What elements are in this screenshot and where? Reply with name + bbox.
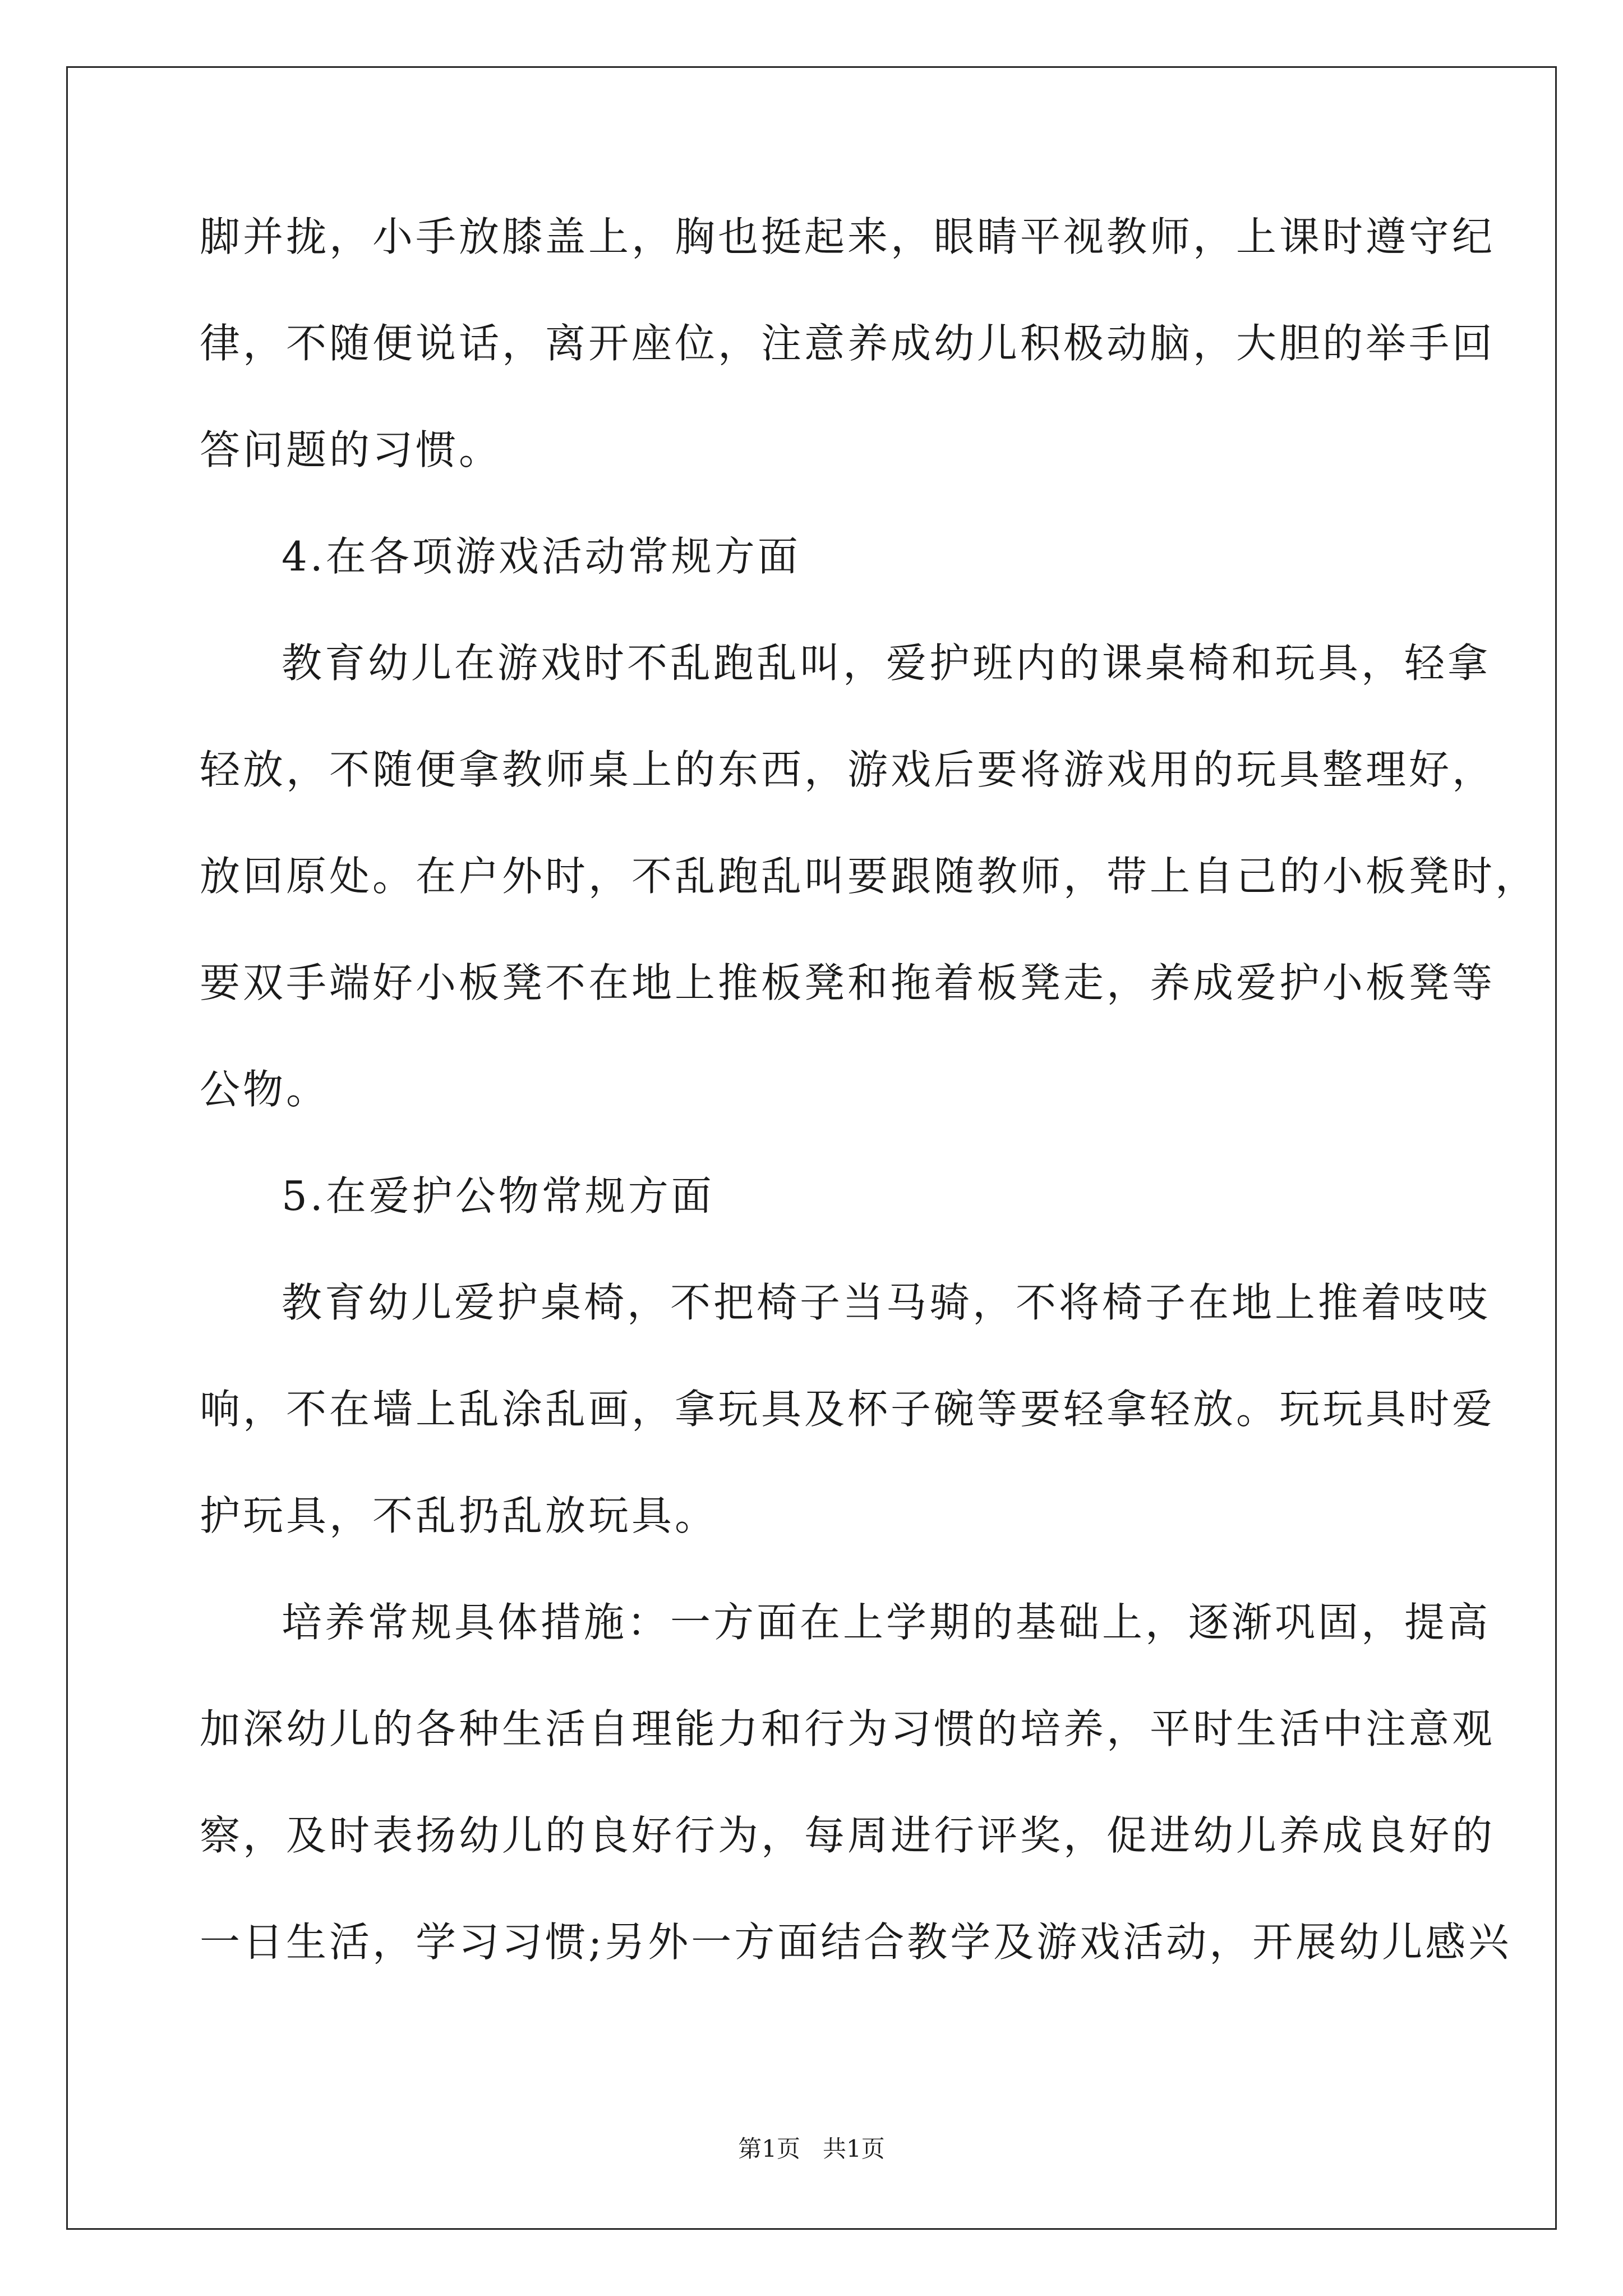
document-body — [200, 213, 1539, 2028]
text-line: 一日生活，学习习惯;另外一方面结合教学及游戏活动，开展幼儿感兴 — [200, 1918, 1512, 1966]
text-line: 教育幼儿在游戏时不乱跑乱叫，爱护班内的课桌椅和玩具，轻拿 — [282, 639, 1491, 687]
text-line: 要双手端好小板凳不在地上推板凳和拖着板凳走，养成爱护小板凳等 — [200, 959, 1496, 1006]
text-line: 答问题的习惯。 — [200, 426, 502, 473]
text-line: 脚并拢，小手放膝盖上，胸也挺起来，眼睛平视教师，上课时遵守纪 — [200, 213, 1496, 260]
text-line: 响，不在墙上乱涂乱画，拿玩具及杯子碗等要轻拿轻放。玩玩具时爱 — [200, 1386, 1496, 1433]
text-line: 放回原处。在户外时，不乱跑乱叫要跟随教师，带上自己的小板凳时， — [200, 853, 1539, 900]
text-line: 察，及时表扬幼儿的良好行为，每周进行评奖，促进幼儿养成良好的 — [200, 1812, 1496, 1859]
text-line: 律，不随便说话，离开座位，注意养成幼儿积极动脑，大胆的举手回 — [200, 320, 1496, 367]
text-line: 5.在爱护公物常规方面 — [282, 1172, 714, 1220]
text-line: 护玩具，不乱扔乱放玩具。 — [200, 1492, 718, 1539]
text-line: 公物。 — [200, 1066, 330, 1113]
page-footer: 第1页 共1页 — [738, 2135, 885, 2162]
text-line: 加深幼儿的各种生活自理能力和行为习惯的培养，平时生活中注意观 — [200, 1705, 1496, 1752]
text-line: 培养常规具体措施：一方面在上学期的基础上，逐渐巩固，提高 — [282, 1599, 1491, 1646]
text-line: 轻放，不随便拿教师桌上的东西，游戏后要将游戏用的玩具整理好， — [200, 746, 1496, 793]
text-line: 教育幼儿爱护桌椅，不把椅子当马骑，不将椅子在地上推着吱吱 — [282, 1279, 1491, 1326]
text-line: 4.在各项游戏活动常规方面 — [282, 533, 801, 580]
